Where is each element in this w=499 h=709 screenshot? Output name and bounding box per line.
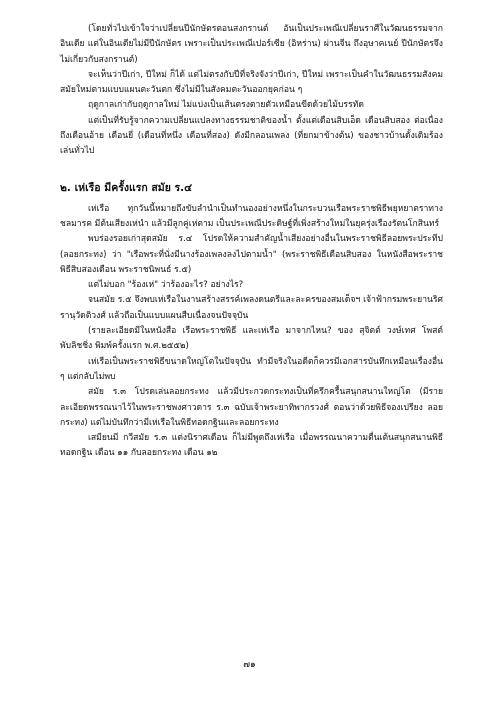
section-paragraph-5: (รายละเอียดมีในหนังสือ เรือพระราชพิธี และเห่เรือ มาจากไหน? ของ สุจิตต์ วงษ์เทศ โพสต์ พับลิชชิ่ง พิมพ์ครั้งแรก พ.ศ.๒๕๕๒) — [60, 326, 443, 352]
section-heading: ๒. เห่เรือ มีครั้งแรก สมัย ร.๔ — [60, 181, 193, 194]
section-paragraph-2: พบร่องรอยเก่าสุดสมัย ร.๔ โปรดให้ความสำคัญน้ำเสียงอย่างอื่นในพระราชพิธีลอยพระประทีป (ลอยกระทง) ว่า "เรือพระที่นั่งมีนางร้องเพลงลงไปตามน้ำ" (พระราชพิธีเดือนสิบสอง ในหนังสือพระราชพิธีสิบสองเดือน พระราชนิพนธ์ ร.๕) — [60, 234, 443, 275]
intro-section — [60, 22, 443, 160]
section-paragraph-6: เห่เรือเป็นพระราชพิธีขนาดใหญ่โตในปัจจุบัน ทำมีจริงในอดีตก็ควรมีเอกสารบันทึกเหมือนเรื่องอื่น ๆ แต่กลับไม่พบ — [60, 356, 443, 382]
section-paragraph-8: เสมียนมี กวีสมัย ร.๓ แต่งนิราศเดือน ก็ไม่มีพูดถึงเห่เรือ เมื่อพรรณนาความตื่นเต้นสนุกสนานพิธีทอดกฐิน เดือน ๑๑ กับลอยกระทง เดือน ๑๒ — [60, 433, 443, 459]
section-paragraph-7: สมัย ร.๓ โปรดเล่นลอยกระทง แล้วมีประกวดกระทงเป็นที่ครึกครื้นสนุกสนานใหญ่โต (มีรายละเอียดพรรณนาไว้ในพระราชพงศาวดาร ร.๓ ฉบับเจ้าพระยาทิพากรวงศ์ ตอนว่าด้วยพิธีจองเปรียง ลอยกระทง) แต่ไม่บันทึกว่ามีเห่เรือในพิธีทอดกฐินและลอยกระทง — [60, 387, 443, 428]
section-paragraph-1: เห่เรือ ทุกวันนี้หมายถึงขับลำนำเป็นทำนองอย่างหนึ่งในกระบวนเรือพระราชพิธีพยุหยาตราทางชลมารค มีต้นเสียงเห่นำ แล้วมีลูกคู่เห่ตาม เป็นประเพณีประดิษฐ์ที่เพิ่งสร้างใหม่ในยุครุ่งเรืองรัตนโกสินทร์ — [60, 203, 443, 229]
intro-paragraph-4: แต่เป็นที่รับรู้จากความเปลี่ยนแปลงทางธรรมชาติของน้ำ ตั้งแต่เดือนสิบเอ็ด เดือนสิบสอง ต่อเนื่องถึงเดือนอ้าย เดือนยี่ (เดือนที่หนึ่ง เดือนที่สอง) ดังมีกลอนเพลง (ที่ยกมาข้างต้น) ของชาวบ้านดั้งเดิมร้องเล่นทั่วไป — [60, 115, 443, 157]
intro-paragraph-2: จะเห็นว่าปีเก่า, ปีใหม่ ก็ได้ แต่ไม่ตรงกับปีที่จริงจังว่าปีเก่า, ปีใหม่ เพราะเป็นคำในวัฒนธรรมสังคมสมัยใหม่ตามแบบแผนตะวันตก ซึ่งไม่มีในสังคมตะวันออกยุคก่อน ๆ — [60, 69, 443, 96]
intro-paragraph-1: (โดยทั่วไปเข้าใจว่าเปลี่ยนปีนักษัตรตอนสงกรานต์ อันเป็นประเพณีเปลี่ยนราศีในวัฒนธรรมจากอินเดีย แต่ในอินเดียไม่มีปีนักษัตร เพราะเป็นประเพณีเปอร์เซีย (อิหร่าน) ผ่านจีน ถึงอุษาคเนย์ ปีนักษัตรจึงไม่เกี่ยวกับสงกรานต์) — [60, 24, 443, 65]
page-number: ๗๑ — [243, 660, 256, 670]
section-paragraph-4: จนสมัย ร.๕ จึงพบเห่เรือในงานสร้างสรรค์เพลงดนตรีและละครของสมเด็จฯ เจ้าฟ้ากรมพระยานริศรานุวัดติวงศ์ แล้วถือเป็นแบบแผนสืบเนื่องจนปัจจุบัน — [60, 295, 443, 321]
section-paragraph-3: แต่ไม่บอก "ร้องเห่" ว่าร้องอะไร? อย่างไร? — [88, 280, 244, 291]
section-body — [60, 202, 443, 462]
intro-paragraph-3: ฤดูกาลเก่ากับฤดูกาลใหม่ ไม่แบ่งเป็นเส้นตรงตายตัวเหมือนขีดด้วยไม้บรรทัด — [88, 100, 364, 111]
